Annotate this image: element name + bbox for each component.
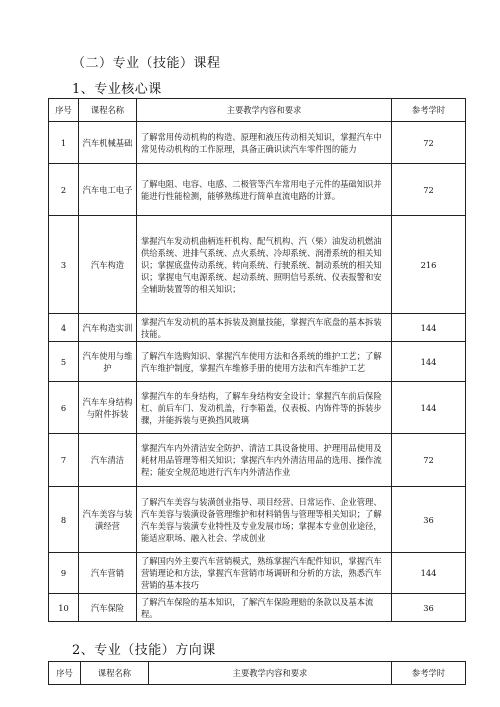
row-name: 汽车机械基础 xyxy=(79,122,137,164)
row-content: 掌握汽车发动机曲柄连杆机构、配气机构、汽（柴）油发动机燃油供给系统、进排气系统、点火系统、冷却系统、润滑系统的相关知识；掌握底盘传动系统、转向系统、行驶系统、制动系统的相关知识；掌握电气电源系统、起动系统、照明信号系统、仪表报警和安全辅助装置等的相关知识； xyxy=(137,216,392,314)
row-hours: 72 xyxy=(392,164,466,216)
row-hours: 72 xyxy=(392,122,466,164)
row-content: 掌握汽车的车身结构，了解车身结构安全设计；掌握汽车前后保险杠、前后车门、发动机盖，行李箱盖，仪表板、内饰件等的拆装步骤，并能拆装与更换挡风玻璃 xyxy=(137,382,392,434)
header-hours: 参考学时 xyxy=(392,662,466,685)
table-row xyxy=(49,487,466,553)
row-hours: 144 xyxy=(392,314,466,342)
row-hours: 144 xyxy=(392,382,466,434)
row-name: 汽车清洁 xyxy=(79,434,137,487)
row-name: 汽车保险 xyxy=(79,594,137,622)
row-no: 6 xyxy=(49,382,79,434)
row-no: 4 xyxy=(49,314,79,342)
direction-course-table xyxy=(48,661,466,685)
header-content: 主要教学内容和要求 xyxy=(149,662,392,685)
table-row xyxy=(49,216,466,314)
core-course-title: 1、专业核心课 xyxy=(72,82,162,97)
row-no: 1 xyxy=(49,122,79,164)
header-no: 序号 xyxy=(49,99,79,122)
row-hours: 144 xyxy=(392,553,466,594)
header-no: 序号 xyxy=(49,662,81,685)
row-no: 2 xyxy=(49,164,79,216)
row-hours: 72 xyxy=(392,434,466,487)
table-row xyxy=(49,382,466,434)
header-hours: 参考学时 xyxy=(392,99,466,122)
row-hours: 36 xyxy=(392,594,466,622)
row-content: 了解汽车美容与装潢创业指导、项目经营、日常运作、企业管理、汽车美容与装潢设备管理维护和材料销售与管理等相关知识；了解汽车美容与装潢专业特性及专业发展市场；掌握本专业创业途径，能适应职场、融入社会、学成创业 xyxy=(137,487,392,553)
row-name: 汽车电工电子 xyxy=(79,164,137,216)
section-title: （二）专业（技能）课程 xyxy=(72,56,221,71)
table-row xyxy=(49,594,466,622)
direction-course-title: 2、专业（技能）方向课 xyxy=(72,643,216,658)
row-hours: 36 xyxy=(392,487,466,553)
row-content: 掌握汽车发动机的基本拆装及测量技能，掌握汽车底盘的基本拆装技能。 xyxy=(137,314,392,342)
row-content: 了解电阻、电容、电感、二极管等汽车常用电子元件的基础知识并能进行性能检测，能够熟练进行简单直流电路的计算。 xyxy=(137,164,392,216)
row-content: 了解国内外主要汽车营销模式，熟练掌握汽车配件知识，掌握汽车营销理论和方法，掌握汽车营销市场调研和分析的方法，熟悉汽车营销的基本技巧 xyxy=(137,553,392,594)
header-name: 课程名称 xyxy=(81,662,149,685)
row-name: 汽车构造 xyxy=(79,216,137,314)
row-content: 了解汽车选购知识、掌握汽车使用方法和各系统的维护工艺；了解汽车维护制度，掌握汽车维修手册的使用方法和汽车维护工艺 xyxy=(137,342,392,382)
table-row xyxy=(49,314,466,342)
core-course-table xyxy=(48,98,466,622)
row-content: 了解汽车保险的基本知识，了解汽车保险理赔的条款以及基本流程。 xyxy=(137,594,392,622)
table-row xyxy=(49,342,466,382)
row-no: 3 xyxy=(49,216,79,314)
row-content: 掌握汽车内外清洁安全防护、清洁工具设备使用、护理用品使用及耗材用品管理等相关知识；掌握汽车内外清洁用品的选用、操作流程；能安全规范地进行汽车内外清洁作业 xyxy=(137,434,392,487)
row-name: 汽车车身结构与附件拆装 xyxy=(79,382,137,434)
table-row xyxy=(49,122,466,164)
table-row xyxy=(49,434,466,487)
row-content: 了解常用传动机构的构造、原理和液压传动相关知识，掌握汽车中常见传动机构的工作原理，具备正确识读汽车零件图的能力 xyxy=(137,122,392,164)
header-name: 课程名称 xyxy=(79,99,137,122)
row-name: 汽车使用与维护 xyxy=(79,342,137,382)
table-row xyxy=(49,553,466,594)
header-content: 主要教学内容和要求 xyxy=(137,99,392,122)
table-row xyxy=(49,164,466,216)
row-no: 5 xyxy=(49,342,79,382)
row-name: 汽车营销 xyxy=(79,553,137,594)
row-name: 汽车美容与装潢经营 xyxy=(79,487,137,553)
row-hours: 216 xyxy=(392,216,466,314)
row-no: 9 xyxy=(49,553,79,594)
row-no: 10 xyxy=(49,594,79,622)
row-no: 8 xyxy=(49,487,79,553)
row-no: 7 xyxy=(49,434,79,487)
row-name: 汽车构造实训 xyxy=(79,314,137,342)
row-hours: 144 xyxy=(392,342,466,382)
